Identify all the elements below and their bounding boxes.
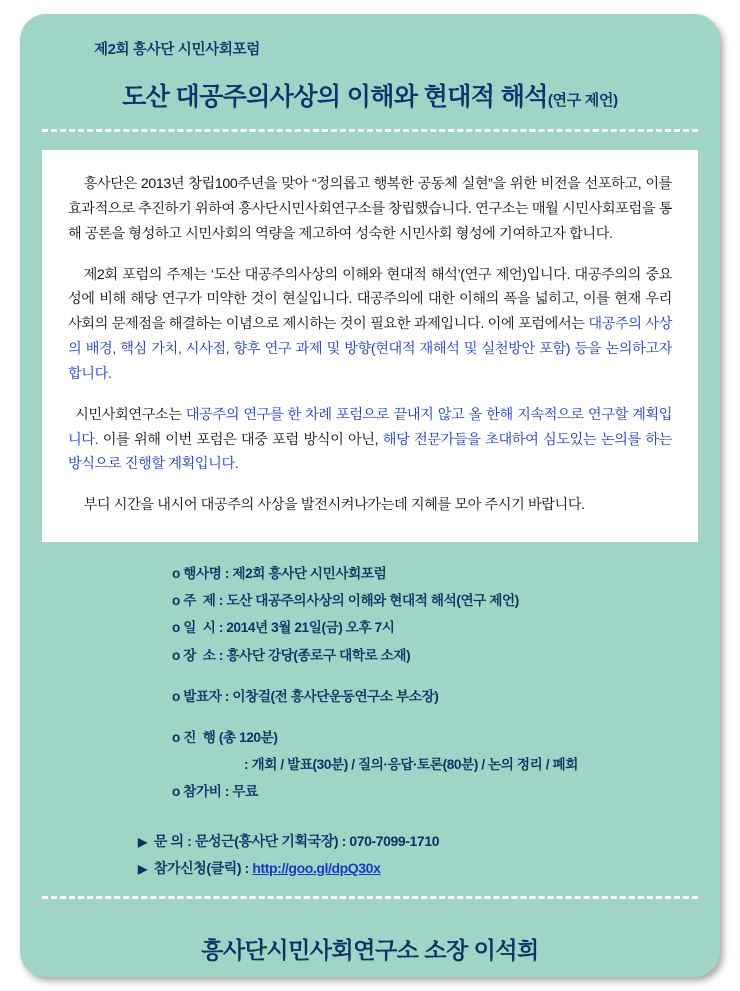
contact-apply-label: 참가신청(클릭) : <box>153 859 253 876</box>
paragraph-3 <box>68 403 672 478</box>
contact-inquiry-row <box>138 828 720 855</box>
event-details-list <box>172 560 720 806</box>
detail-location: o 장 소 : 흥사단 강당(종로구 대학로 소재) <box>172 647 411 663</box>
contact-block <box>138 828 720 883</box>
detail-fee: o 참가비 : 무료 <box>172 784 258 800</box>
paragraph-2 <box>68 263 672 387</box>
title-sub-text: (연구 제언) <box>547 92 618 109</box>
paragraph-2-highlight: 대공주의 사상의 배경, 핵심 가치, 시사점, 향후 연구 과제 및 방향(현대적 재해석 및 실천방안 포함) 등을 논의하고자 합니다. <box>68 316 673 382</box>
poster-title <box>20 77 720 113</box>
detail-program-title: o 진 행 (총 120분) <box>172 729 278 745</box>
detail-topic: o 주 제 : 도산 대공주의사상의 이해와 현대적 해석(연구 제언) <box>172 593 519 609</box>
triangle-bullet-icon: ▶ <box>138 834 147 849</box>
title-main-text: 도산 대공주의사상의 이해와 현대적 해석 <box>122 83 548 111</box>
detail-event-name: o 행사명 : 제2회 흥사단 시민사회포럼 <box>172 566 387 581</box>
divider-top <box>42 129 698 135</box>
event-details <box>20 560 720 882</box>
paragraph-3-highlight-a: 대공주의 연구를 한 차례 포럼으로 끝내지 않고 올 한해 지속적으로 연구할 계획입니다. <box>68 406 673 448</box>
event-kicker: 제2회 흥사단 시민사회포럼 <box>94 42 260 58</box>
body-panel <box>42 150 698 542</box>
paragraph-3-highlight-b: 해당 전문가들을 초대하여 심도있는 논의를 하는 방식으로 진행할 계획입니다. <box>68 431 672 473</box>
contact-inquiry-text: 문 의 : 문성근(흥사단 기획국장) : 070-7099-1710 <box>153 832 440 849</box>
paragraph-3-text-b: 이를 위해 이번 포럼은 대중 포럼 방식이 아닌, <box>98 431 383 448</box>
paragraph-2-text: 제2회 포럼의 주제는 ‘도산 대공주의사상의 이해와 현대적 해석’(연구 제언)입니다. 대공주의의 중요성에 비해 해당 연구가 미약한 것이 현실입니다. 대공주의에 대한 이해의 폭을 넓히고, 이를 현재 우리 사회의 문제점을 해결하는 이념으로 제시하는 것이 필요한 과제입니다. 이에 포럼에서는 <box>68 266 672 333</box>
contact-apply-row <box>138 855 720 882</box>
detail-speaker: o 발표자 : 이창걸(전 흥사단운동연구소 부소장) <box>172 688 439 704</box>
poster-header <box>20 14 720 113</box>
paragraph-1: 흥사단은 2013년 창립100주년을 맞아 “정의롭고 행복한 공동체 실현”을 위한 비전을 선포하고, 이를 효과적으로 추진하기 위하여 흥사단시민사회연구소를 창립했습니다. 연구소는 매월 시민사회포럼을 통해 공론을 형성하고 시민사회의 역량을 제고하여 성숙한 시민사회 형성에 기여하고자 합니다. <box>68 176 672 242</box>
detail-program-schedule: : 개회 / 발표(30분) / 질의·응답·토론(80분) / 논의 정리 / 폐회 <box>244 757 578 773</box>
registration-link[interactable]: http://goo.gl/dpQ30x <box>252 859 381 876</box>
divider-bottom <box>42 896 698 902</box>
poster-footer: 흥사단시민사회연구소 소장 이석희 <box>201 937 539 964</box>
triangle-bullet-icon: ▶ <box>138 861 147 876</box>
poster-card <box>20 14 720 977</box>
detail-datetime: o 일 시 : 2014년 3월 21일(금) 오후 7시 <box>172 620 395 636</box>
paragraph-3-text-a: 시민사회연구소는 <box>75 406 186 423</box>
paragraph-4: 부디 시간을 내시어 대공주의 사상을 발전시켜나가는데 지혜를 모아 주시기 바랍니다. <box>83 497 585 514</box>
